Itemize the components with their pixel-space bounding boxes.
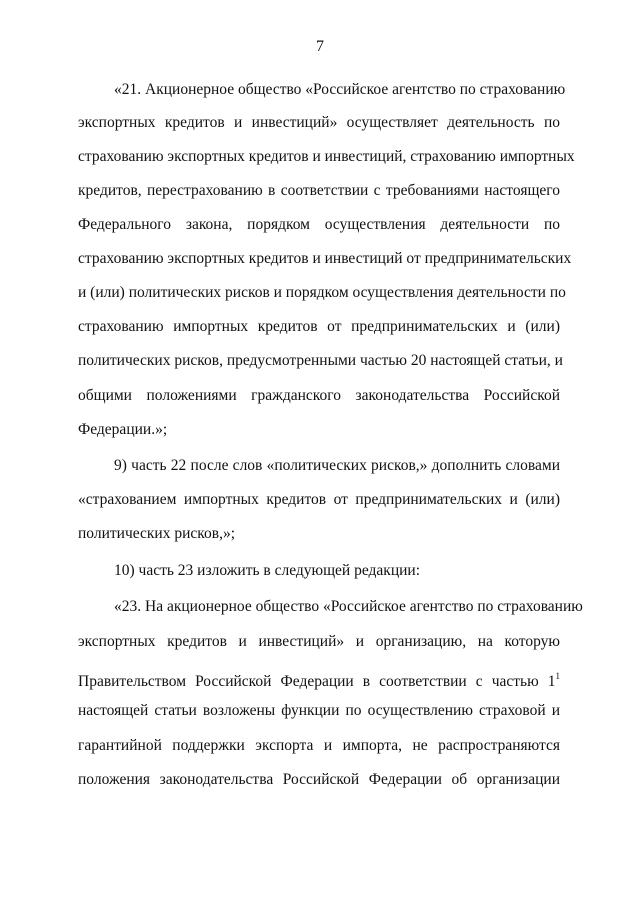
page-number: 7: [316, 38, 324, 55]
text-line: «23. На акционерное общество «Российское агентство по страхованию: [114, 598, 583, 615]
text-line: страхованию экспортных кредитов и инвестиций, страхованию импортных: [78, 148, 575, 165]
text-line: 10) часть 23 изложить в следующей редакции:: [114, 562, 421, 579]
text-line: общими положениями гражданского законодательства Российской: [78, 387, 560, 404]
text-line: политических рисков,»;: [78, 525, 235, 542]
text-line: гарантийной поддержки экспорта и импорта, не распространяются: [78, 737, 560, 754]
text-line: страхованию экспортных кредитов и инвестиций от предпринимательских: [78, 250, 572, 267]
text-line: экспортных кредитов и инвестиций» и организацию, на которую: [78, 633, 560, 650]
text-line: положения законодательства Российской Федерации об организации: [78, 771, 560, 788]
text-line: экспортных кредитов и инвестиций» осуществляет деятельность по: [78, 114, 560, 131]
text-line: 9) часть 22 после слов «политических рисков,» дополнить словами: [114, 457, 560, 474]
text-line: политических рисков, предусмотренными частью 20 настоящей статьи, и: [78, 352, 563, 369]
text-line-main: Правительством Российской Федерации в соответствии с частью 1: [78, 673, 556, 690]
text-line: кредитов, перестрахованию в соответствии с требованиями настоящего: [78, 182, 560, 199]
text-line: настоящей статьи возложены функции по осуществлению страховой и: [78, 702, 560, 719]
text-line: Федерации.»;: [78, 421, 168, 438]
text-line: «страхованием импортных кредитов от предпринимательских и (или): [78, 491, 560, 508]
superscript: 1: [555, 671, 560, 681]
text-line: страхованию импортных кредитов от предпринимательских и (или): [78, 318, 560, 335]
text-line: [78, 666, 560, 692]
text-line: «21. Акционерное общество «Российское агентство по страхованию: [114, 81, 566, 98]
text-line: Федерального закона, порядком осуществления деятельности по: [78, 216, 560, 233]
text-line: и (или) политических рисков и порядком осуществления деятельности по: [78, 284, 566, 301]
